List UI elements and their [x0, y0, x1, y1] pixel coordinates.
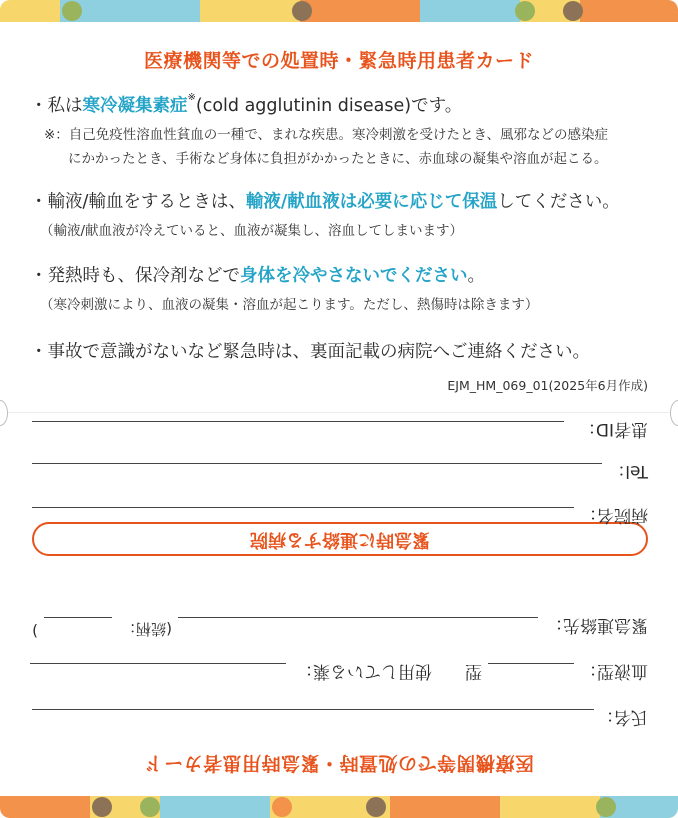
hospital-name-row [0, 500, 678, 530]
relation-close: ) [32, 622, 38, 640]
tel-label: Tel： [608, 461, 648, 481]
s3-highlight: 身体を冷やさないでください [240, 266, 468, 286]
medicine-label: 使用している薬： [296, 661, 432, 681]
s2-highlight: 輸液/献血液は必要に応じて保温 [245, 192, 498, 212]
contact-hospital-banner: 緊急時に連絡する病院 [32, 522, 648, 556]
s2-prefix: ・輸液/輸血をするときは、 [30, 192, 246, 212]
section-cad-explanation [30, 92, 660, 167]
relation-field[interactable] [44, 617, 112, 618]
emergency-contact-row [0, 612, 678, 642]
bottom-decorative-stripe [0, 796, 678, 818]
tel-field[interactable] [32, 463, 602, 464]
s1-footnote-mark: ※ [187, 92, 196, 103]
s1-suffix: (cold agglutinin disease)です。 [195, 96, 463, 116]
hospital-label: 病院名： [580, 505, 648, 525]
document-code: EJM_HM_069_01(2025年6月作成) [447, 378, 648, 393]
name-label: 氏名： [597, 707, 648, 727]
medicine-field[interactable] [30, 663, 286, 664]
form-section-rotated [0, 412, 678, 796]
section-emergency [30, 338, 660, 363]
name-row [0, 704, 678, 734]
emergency-contact-field[interactable] [178, 617, 538, 618]
s1-note-line1: ※：自己免疫性溶血性貧血の一種で、まれな疾患。寒冷刺激を受けたとき、風邪などの感染症 [44, 127, 609, 143]
card-title: 医療機関等での処置時・緊急時用患者カード [143, 50, 534, 72]
top-decorative-stripe [0, 0, 678, 22]
s2-suffix: してください。 [497, 192, 620, 212]
hospital-name-field[interactable] [32, 507, 574, 508]
section-infusion [30, 188, 660, 239]
emergency-contact-label: 緊急連絡先： [546, 615, 648, 635]
blood-row [0, 658, 678, 688]
s2-note: （輸液/献血液が冷えていると、血液が凝集し、溶血してしまいます） [40, 223, 464, 239]
blood-type-suffix: 型 [465, 661, 482, 681]
s3-prefix: ・発熱時も、保冷剤などで [30, 266, 240, 286]
s4-text: ・事故で意識がないなど緊急時は、裏面記載の病院へご連絡ください。 [30, 342, 590, 362]
s1-prefix: ・私は [30, 96, 83, 116]
s1-highlight: 寒冷凝集素症 [82, 96, 188, 116]
form-title: 医療機関等での処置時・緊急時用患者カード [144, 752, 535, 774]
relation-label: (続柄： [121, 620, 172, 638]
s3-note: （寒冷刺激により、血液の凝集・溶血が起こります。ただし、熱傷時は除きます） [40, 297, 539, 313]
s3-suffix: 。 [467, 266, 485, 286]
s1-note-line2: にかかったとき、手術など身体に負担がかかったときに、赤血球の凝集や溶血が起こる。 [68, 151, 608, 167]
blood-label: 血液型： [580, 661, 648, 681]
patient-id-label: 患者ID： [578, 419, 648, 439]
section-fever [30, 262, 660, 313]
name-field[interactable] [32, 709, 594, 710]
patient-id-field[interactable] [32, 421, 564, 422]
patient-id-row [0, 414, 678, 444]
tel-row [0, 456, 678, 486]
blood-type-field[interactable] [488, 663, 574, 664]
